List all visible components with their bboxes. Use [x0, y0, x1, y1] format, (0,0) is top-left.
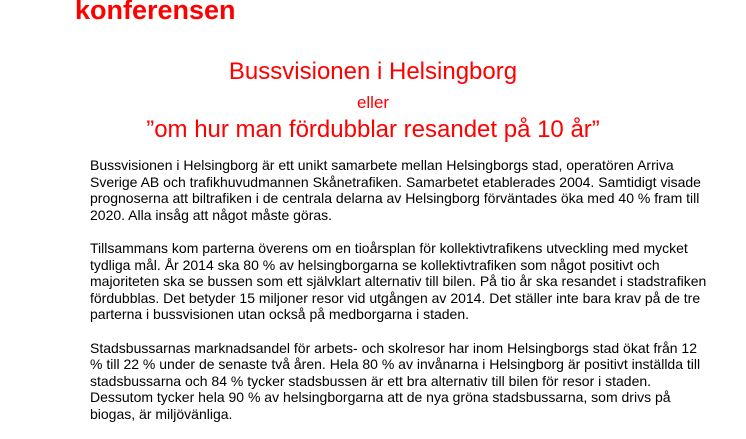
paragraph-results: Stadsbussarnas marknadsandel för arbets- och skolresor har inom Helsingborgs stad ökat från 12 % till 22 % under de senaste två åren. Hela 80 % av invånarna i Helsingborg är positivt inställda till stadsbussarna och 84 % tycker stadsbussen är ett bra alternativ till bilen för resor i staden. Dessutom tycker hela 90 % av helsingborgarna att de nya gröna stadsbussarna, som drivs på biogas, är miljövänliga.: [90, 339, 701, 422]
title-connector: eller: [356, 93, 390, 112]
paragraph-plan: Tillsammans kom parterna överens om en tioårsplan för kollektivtrafikens utveckling med mycket tydliga mål. År 2014 ska 80 % av helsingborgarna se kollektivtrafiken som något positivt och majoriteten ska se bussen som ett självklart alternativ till bilen. På tio år ska resandet i stadstrafiken fördubblas. Det betyder 15 miljoner resor vid utgången av 2014. Det ställer inte bara krav på de tre parterna i bussvisionen utan också på medborgarna i staden.: [90, 239, 707, 323]
document-title: Bussvisionen i Helsingborg: [228, 58, 518, 85]
document-subtitle: ”om hur man fördubblar resandet på 10 år”: [146, 116, 600, 143]
conference-heading: konferensen: [75, 0, 236, 25]
body-text: [90, 157, 710, 439]
paragraph-intro: Bussvisionen i Helsingborg är ett unikt samarbete mellan Helsingborgs stad, operatören Arriva Sverige AB och trafikhuvudmannen Skånetrafiken. Samarbetet etablerades 2004. Samtidigt visade prognoserna att biltrafiken i de centrala delarna av Helsingborg förväntades öka med 40 % fram till 2020. Alla insåg att något måste göras.: [90, 157, 701, 223]
